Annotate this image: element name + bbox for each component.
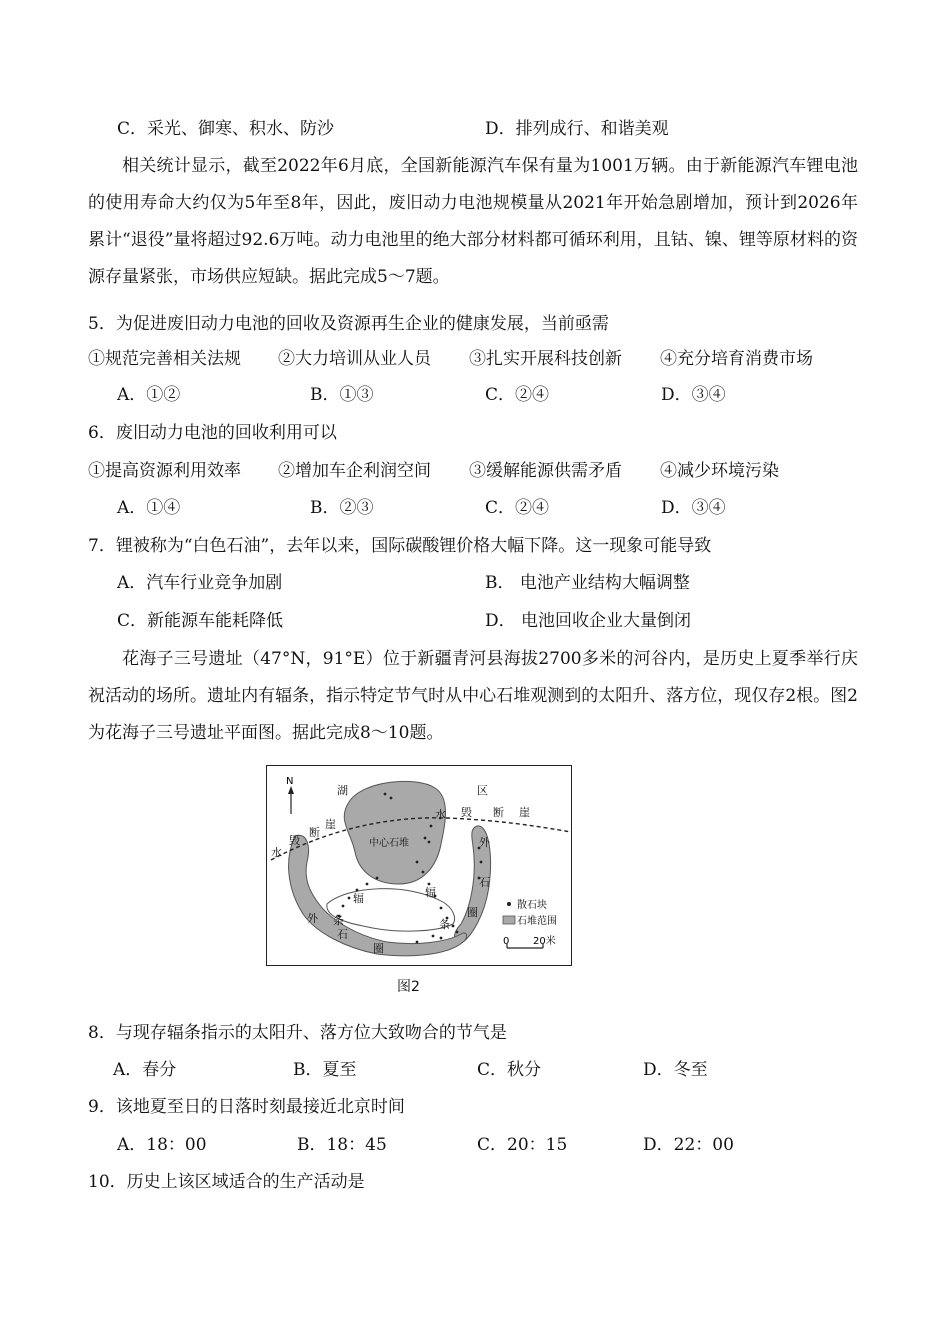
outer-left-char-3: 圈 <box>373 942 384 955</box>
site-plan-map <box>267 766 571 965</box>
q7-option-c: C．新能源车能耗降低 <box>117 611 284 631</box>
cliff-left-char-4: 崖 <box>325 818 336 831</box>
cliff-right-char-2: 毁 <box>461 806 472 819</box>
q4-option-c: C．采光、御寒、积水、防沙 <box>117 119 335 139</box>
q5-option-c: C．②④ <box>485 385 550 405</box>
q6-option-d: D．③④ <box>661 498 726 518</box>
cliff-right-char-4: 崖 <box>519 806 530 819</box>
q6-item-2: ②增加车企利润空间 <box>278 461 431 481</box>
legend-dot-label: 散石块 <box>517 900 547 911</box>
q8-stem: 8．与现存辐条指示的太阳升、落方位大致吻合的节气是 <box>88 1023 507 1043</box>
q5-stem: 5．为促进废旧动力电池的回收及资源再生企业的健康发展，当前亟需 <box>88 314 609 334</box>
q7-stem: 7．锂被称为“白色石油”，去年以来，国际碳酸锂价格大幅下降。这一现象可能导致 <box>88 536 712 556</box>
q5-option-d: D．③④ <box>661 385 726 405</box>
center-label: 中心石堆 <box>369 838 409 849</box>
figure-caption: 图2 <box>397 979 420 995</box>
spoke-right-char-2: 条 <box>439 918 450 931</box>
q5-option-a: A．①② <box>117 385 181 405</box>
q7-option-d: D． 电池回收企业大量倒闭 <box>485 611 692 631</box>
cliff-left-char-1: 水 <box>271 846 282 859</box>
cliff-right-char-3: 断 <box>493 806 504 819</box>
central-stone-area <box>344 781 445 884</box>
legend-dot-icon <box>507 902 511 906</box>
q6-option-c: C．②④ <box>485 498 550 518</box>
outer-right-char-2: 石 <box>479 876 490 889</box>
site-plan-figure <box>266 765 572 966</box>
lake-char-2: 区 <box>477 784 488 797</box>
q8-option-c: C．秋分 <box>477 1060 542 1080</box>
q5-item-1: ①规范完善相关法规 <box>88 349 241 369</box>
cliff-left-char-3: 断 <box>309 826 320 839</box>
scale-zero: 0 <box>503 936 510 947</box>
outer-left-char-2: 石 <box>337 928 348 941</box>
q5-item-4: ④充分培育消费市场 <box>660 349 813 369</box>
q4-option-d: D．排列成行、和谐美观 <box>485 119 669 139</box>
q6-option-b: B．②③ <box>310 498 374 518</box>
outer-left-char-1: 外 <box>307 912 318 925</box>
q9-option-a: A．18：00 <box>117 1135 207 1155</box>
q6-item-1: ①提高资源利用效率 <box>88 461 241 481</box>
q7-option-b: B． 电池产业结构大幅调整 <box>485 573 690 593</box>
cliff-left-char-2: 毁 <box>289 834 300 847</box>
q6-option-a: A．①④ <box>117 498 181 518</box>
north-label: N <box>286 776 294 787</box>
passage-battery: 相关统计显示，截至2022年6月底，全国新能源汽车保有量为1001万辆。由于新能源汽车锂电池的使用寿命大约仅为5年至8年，因此，废旧动力电池规模量从2021年开始急剧增加，预计到2026年累计“退役”量将超过92.6万吨。动力电池里的绝大部分材料都可循环利用，且钴、镍、锂等原材料的资源存量紧张，市场供应短缺。据此完成5～7题。 <box>88 156 858 287</box>
outer-right-char-1: 外 <box>479 836 490 849</box>
q5-item-3: ③扎实开展科技创新 <box>469 349 622 369</box>
q5-item-2: ②大力培训从业人员 <box>278 349 431 369</box>
q9-option-b: B．18：45 <box>297 1135 387 1155</box>
outer-right-char-3: 圈 <box>467 906 478 919</box>
lake-char-1: 湖 <box>337 784 348 797</box>
q8-option-a: A．春分 <box>113 1060 177 1080</box>
spoke-right-char-1: 辐 <box>425 886 436 899</box>
scale-end: 20米 <box>533 936 556 947</box>
q8-option-d: D．冬至 <box>643 1060 708 1080</box>
legend-area-label: 石堆范围 <box>517 916 557 927</box>
spoke-left-char-2: 条 <box>333 914 344 927</box>
spoke-left-char-1: 辐 <box>353 892 364 905</box>
cliff-right-char-1: 水 <box>435 808 446 821</box>
q8-option-b: B．夏至 <box>293 1060 357 1080</box>
passage-site: 花海子三号遗址（47°N，91°E）位于新疆青河县海拔2700多米的河谷内，是历史上夏季举行庆祝活动的场所。遗址内有辐条，指示特定节气时从中心石堆观测到的太阳升、落方位，现仅存2根。图2为花海子三号遗址平面图。据此完成8～10题。 <box>88 649 858 743</box>
q9-option-c: C．20：15 <box>477 1135 568 1155</box>
q6-stem: 6．废旧动力电池的回收利用可以 <box>88 423 337 443</box>
q9-option-d: D．22：00 <box>643 1135 734 1155</box>
q9-stem: 9．该地夏至日的日落时刻最接近北京时间 <box>88 1097 405 1117</box>
north-arrowhead-icon <box>288 786 294 794</box>
q6-item-3: ③缓解能源供需矛盾 <box>469 461 622 481</box>
q5-option-b: B．①③ <box>310 385 374 405</box>
q6-item-4: ④减少环境污染 <box>660 461 779 481</box>
q7-option-a: A．汽车行业竞争加剧 <box>117 573 283 593</box>
legend-area-swatch <box>503 916 515 924</box>
q10-stem: 10．历史上该区域适合的生产活动是 <box>88 1172 365 1192</box>
